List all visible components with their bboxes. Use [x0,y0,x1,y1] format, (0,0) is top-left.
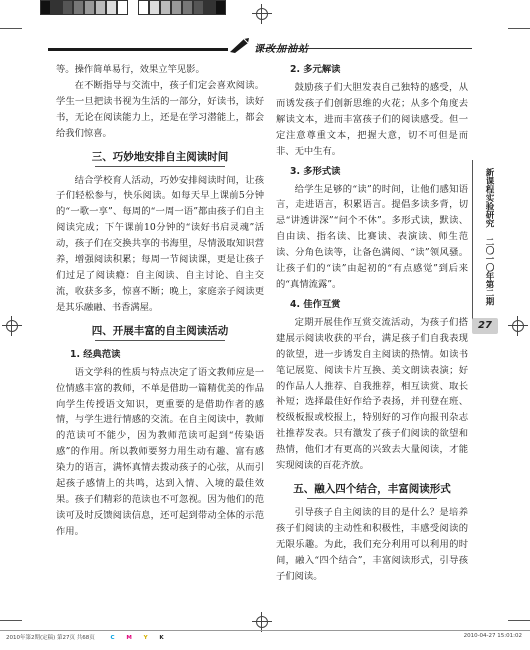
printer-color-bar [40,0,226,15]
subsection-heading: 3. 多形式读 [290,165,341,177]
footer-left [6,633,174,641]
cmyk-y: Y [143,635,148,641]
cmyk-k: K [159,635,164,641]
left-column [56,62,264,540]
side-tab [474,168,494,308]
crop-mark [508,28,530,29]
paragraph: 鼓励孩子们大胆发表自己独特的感受，从而诱发孩子们创新思维的火花；从多个角度去解读文本，进而丰富孩子们的阅读感受。但一定注意尊重文本，把握大意，切不可但是而非、无中生有。 [276,82,468,157]
registration-mark-icon [252,612,272,632]
page-number: 27 [472,318,498,334]
paragraph: 在不断指导与交流中，孩子们定会喜欢阅读。学生一旦把读书视为生活的一部分，好读书，读好书，无论在阅读能力上，还是在学习潜能上，都会给我们惊喜。 [56,79,264,139]
crop-mark [0,620,22,621]
paragraph: 等。操作简单易行，效果立竿见影。 [56,64,205,75]
paragraph: 定期开展佳作互赏交流活动，为孩子们搭建展示阅读收获的平台，满足孩子们自我表现的欲望，进一步诱发自主阅读的热情。如读书笔记展览、阅读卡片互换、美文朗读表演；好的作品人人推荐、自我推荐，相互读赏、取长补短；选择最佳好作给予表扬，并刊登在班、校级板报或校报上，特别好的习作向报刊杂志社推荐发表。只有激发了孩子们阅读的欲望和热情，他们才有更高的兴致去大量阅读，才能实现阅读的百花齐放。 [276,316,468,472]
column-header-title: 课改加油站 [254,44,309,55]
footer-timestamp: 2010-04-27 15:01:02 [463,633,522,639]
subsection-heading: 2. 多元解读 [290,64,341,75]
right-column [276,62,468,584]
footer-rule [0,630,530,631]
side-tab-rule [472,160,473,320]
journal-name: 新课程实验研究 [484,168,494,228]
cmyk-c: C [110,635,115,641]
paragraph: 引导孩子自主阅读的目的是什么？是培养孩子们阅读的主动性和积极性，丰感受阅读的无限乐趣。为此，我们充分利用可以利用的时间，融入“四个结合”，丰富阅读形式，引导孩子们阅读。 [276,506,468,582]
registration-mark-icon [2,316,22,336]
section-heading: 三、巧妙地安排自主阅读时间 [56,148,264,167]
pen-nib-icon [228,36,252,54]
crop-mark [0,28,22,29]
subsection-heading: 4. 佳作互赏 [290,298,341,310]
cmyk-m: M [126,635,132,641]
footer-file-info: 2010年第2期(定稿) 第27页 共68页 [6,635,95,641]
paragraph: 给学生足够的“读”的时间，让他们感知语言，走进语言，积累语言。提倡多读多背，切忌“讲透讲深”“问个不休”。多形式读，默读、自由读、指名读、比赛读、表演读、师生范读、分角色读等，让备色满阅、“读”领风骚。让孩子们的“读”由起初的“有点感觉”到后来的“真情流露”。 [276,183,468,290]
registration-mark-icon [252,4,272,24]
section-heading: 五、融入四个结合，丰富阅读形式 [276,480,468,499]
header-rule [48,48,228,51]
cmyk-labels [111,635,174,641]
paragraph: 语文学科的性质与特点决定了语文教师应是一位情感丰富的教师，不单是借助一篇精优美的作品向学生传授语文知识，更重要的是借助作者的感情，与学生进行情感的交流。在自主阅读中，教师的范读可不能少，因为教师范读可起到“传染语感”的作用。所以教师要努力用生动有趣、富有感染力的语言，满怀真情去拨动孩子的心弦，从而引起孩子感情上的共鸣，达到入情、入境的最佳效果。孩子们精彩的范读也不可忽视。因为他们的范读可及时反馈阅读信息，还可起到带动全体的示范作用。 [56,366,264,537]
registration-mark-icon [508,316,528,336]
issue-label: 二〇一〇年第二期 [484,237,494,306]
crop-mark [508,620,530,621]
paragraph: 结合学校育人活动，巧妙安排阅读时间，让孩子们轻松参与，快乐阅读。如每天早上课前5分钟的“一歌一享”、每周的“一周一语”都由孩子们自主阅读完成；下午课前10分钟的“读好书启灵魂”活动，孩子们在交换共享的书海里，尽情汲取知识营养，增强阅读积累；每周一节阅读课，更是让孩子们过足了阅读瘾：自主阅读、自主讨论、自主交流，收获多多，惊喜不断；晚上，家庭亲子阅读更是其乐融融、书香满屋。 [56,174,264,313]
subsection-heading: 1. 经典范读 [70,348,121,360]
section-heading: 四、开展丰富的自主阅读活动 [56,322,264,341]
